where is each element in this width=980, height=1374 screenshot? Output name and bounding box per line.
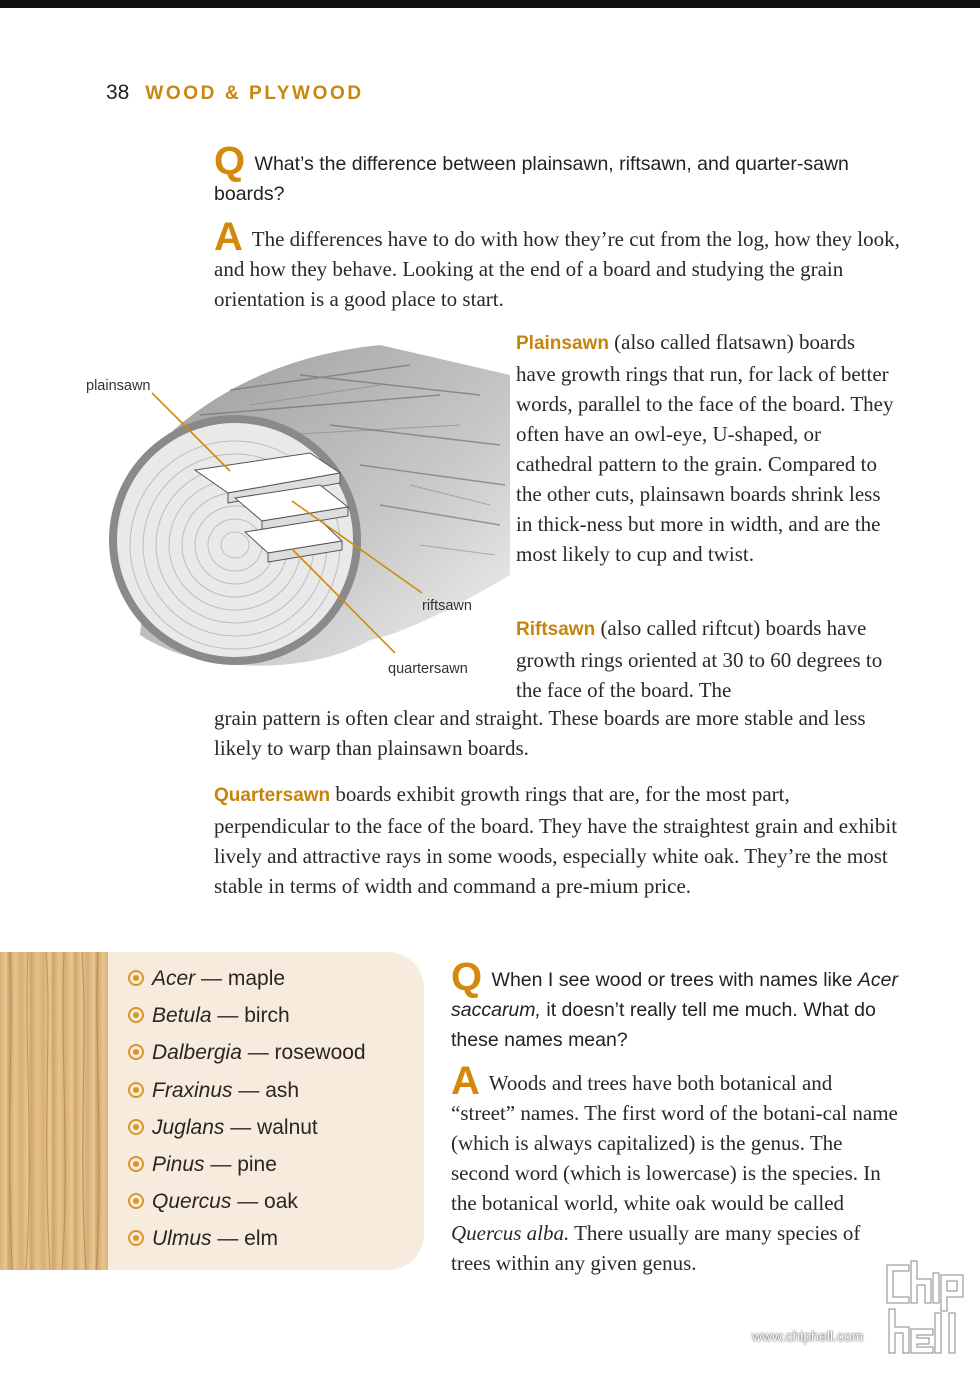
- bullet-icon: [128, 1007, 144, 1023]
- riftsawn-paragraph-continued: [214, 703, 904, 763]
- riftsawn-text-b: grain pattern is often clear and straight. These boards are more stable and less likely to warp than plainsawn boards.: [214, 706, 866, 760]
- top-border: [0, 0, 980, 8]
- genus-name: Quercus: [152, 1190, 232, 1214]
- section-title: WOOD & PLYWOOD: [145, 83, 364, 104]
- bullet-icon: [128, 1119, 144, 1135]
- genus-name: Ulmus: [152, 1227, 212, 1251]
- question-2: [451, 955, 901, 1055]
- bullet-icon: [128, 1156, 144, 1172]
- list-item: [128, 1150, 366, 1187]
- wood-grain-texture: [0, 952, 108, 1270]
- list-item: [128, 1038, 366, 1075]
- bullet-icon: [128, 1082, 144, 1098]
- a-marker: A: [214, 215, 243, 259]
- common-name: — maple: [195, 967, 286, 990]
- common-name: — birch: [211, 1004, 290, 1028]
- watermark-url: www.chiphell.com: [752, 1328, 864, 1344]
- genus-name: Fraxinus: [152, 1078, 233, 1102]
- q-marker: Q: [451, 955, 483, 999]
- riftsawn-paragraph: [516, 613, 898, 705]
- wood-grain-strip: [0, 952, 108, 1270]
- term-riftsawn: Riftsawn: [516, 619, 596, 640]
- question-2-text-a: When I see wood or trees with names like: [491, 969, 858, 991]
- answer-2-italic: Quercus alba.: [451, 1221, 570, 1245]
- page-number: 38: [106, 81, 130, 104]
- quartersawn-paragraph: [214, 779, 904, 901]
- log-cutaway-illustration: [80, 335, 510, 705]
- answer-1: [214, 215, 904, 314]
- list-item: [128, 1076, 366, 1113]
- chiphell-logo-icon: [884, 1260, 966, 1356]
- bullet-icon: [128, 970, 144, 986]
- list-item: [128, 1113, 366, 1150]
- riftsawn-text-a: (also called riftcut) boards have growth rings oriented at 30 to 60 degrees to the face of the board. The: [516, 616, 883, 702]
- bullet-icon: [128, 1044, 144, 1060]
- genus-name: Juglans: [152, 1115, 225, 1139]
- list-item: [128, 1001, 366, 1038]
- common-name: — pine: [204, 1152, 277, 1176]
- bullet-icon: [128, 1193, 144, 1209]
- bullet-icon: [128, 1230, 144, 1246]
- genus-name: Acer: [152, 967, 196, 990]
- q-marker: Q: [214, 139, 246, 183]
- label-quartersawn: quartersawn: [388, 661, 468, 677]
- page-header: [106, 80, 364, 105]
- list-item: [128, 964, 366, 1001]
- list-item: [128, 1224, 366, 1261]
- common-name: — walnut: [224, 1115, 318, 1139]
- question-1: [214, 139, 894, 209]
- quartersawn-text: boards exhibit growth rings that are, for the most part, perpendicular to the face of the board. They have the straightest grain and exhibit lively and attractive rays in some woods, especially white oak. They’re the most stable in terms of width and command a pre-mium price.: [214, 782, 898, 898]
- common-name: — ash: [232, 1078, 300, 1102]
- genus-name: Pinus: [152, 1152, 205, 1176]
- answer-1-text: The differences have to do with how they’re cut from the log, how they look, and how they behave. Looking at the end of a board and studying the grain orientation is a good place to start.: [214, 227, 900, 311]
- common-name: — elm: [211, 1227, 279, 1251]
- genus-name: Betula: [152, 1004, 212, 1028]
- plainsawn-paragraph: [516, 327, 898, 569]
- list-item: [128, 1187, 366, 1224]
- question-2-italic: Acer saccarum,: [451, 969, 898, 1021]
- common-name: — rosewood: [241, 1041, 366, 1065]
- genus-sidebar: [0, 952, 424, 1270]
- term-plainsawn: Plainsawn: [516, 333, 609, 354]
- plainsawn-text: (also called flatsawn) boards have growth rings that run, for lack of better words, parallel to the face of the board. They often have an owl-eye, U-shaped, or cathedral pattern to the grain. Compared to the other cuts, plainsawn boards shrink less in thick-ness but more in width, and are the most likely to cup and twist.: [516, 330, 894, 566]
- question-1-text: What’s the difference between plainsawn, riftsawn, and quarter-sawn boards?: [214, 153, 849, 205]
- logo-text: chip hell: [884, 1260, 888, 1261]
- label-riftsawn: riftsawn: [422, 598, 472, 614]
- genus-name: Dalbergia: [152, 1041, 242, 1065]
- common-name: — oak: [231, 1190, 298, 1214]
- question-2-text-b: it doesn’t really tell me much. What do these names mean?: [451, 999, 876, 1051]
- a-marker: A: [451, 1059, 480, 1103]
- answer-2: [451, 1059, 901, 1278]
- label-plainsawn: plainsawn: [86, 378, 151, 394]
- answer-2-text-b: There usually are many species of trees within any given genus.: [451, 1221, 861, 1275]
- answer-2-text-a: Woods and trees have both botanical and “street” names. The first word of the botani-cal name (which is always capitalized) is the genus. The second word (which is lowercase) is the species. In the botanical world, white oak would be called: [451, 1071, 898, 1215]
- term-quartersawn: Quartersawn: [214, 785, 331, 806]
- genus-list: [128, 964, 366, 1262]
